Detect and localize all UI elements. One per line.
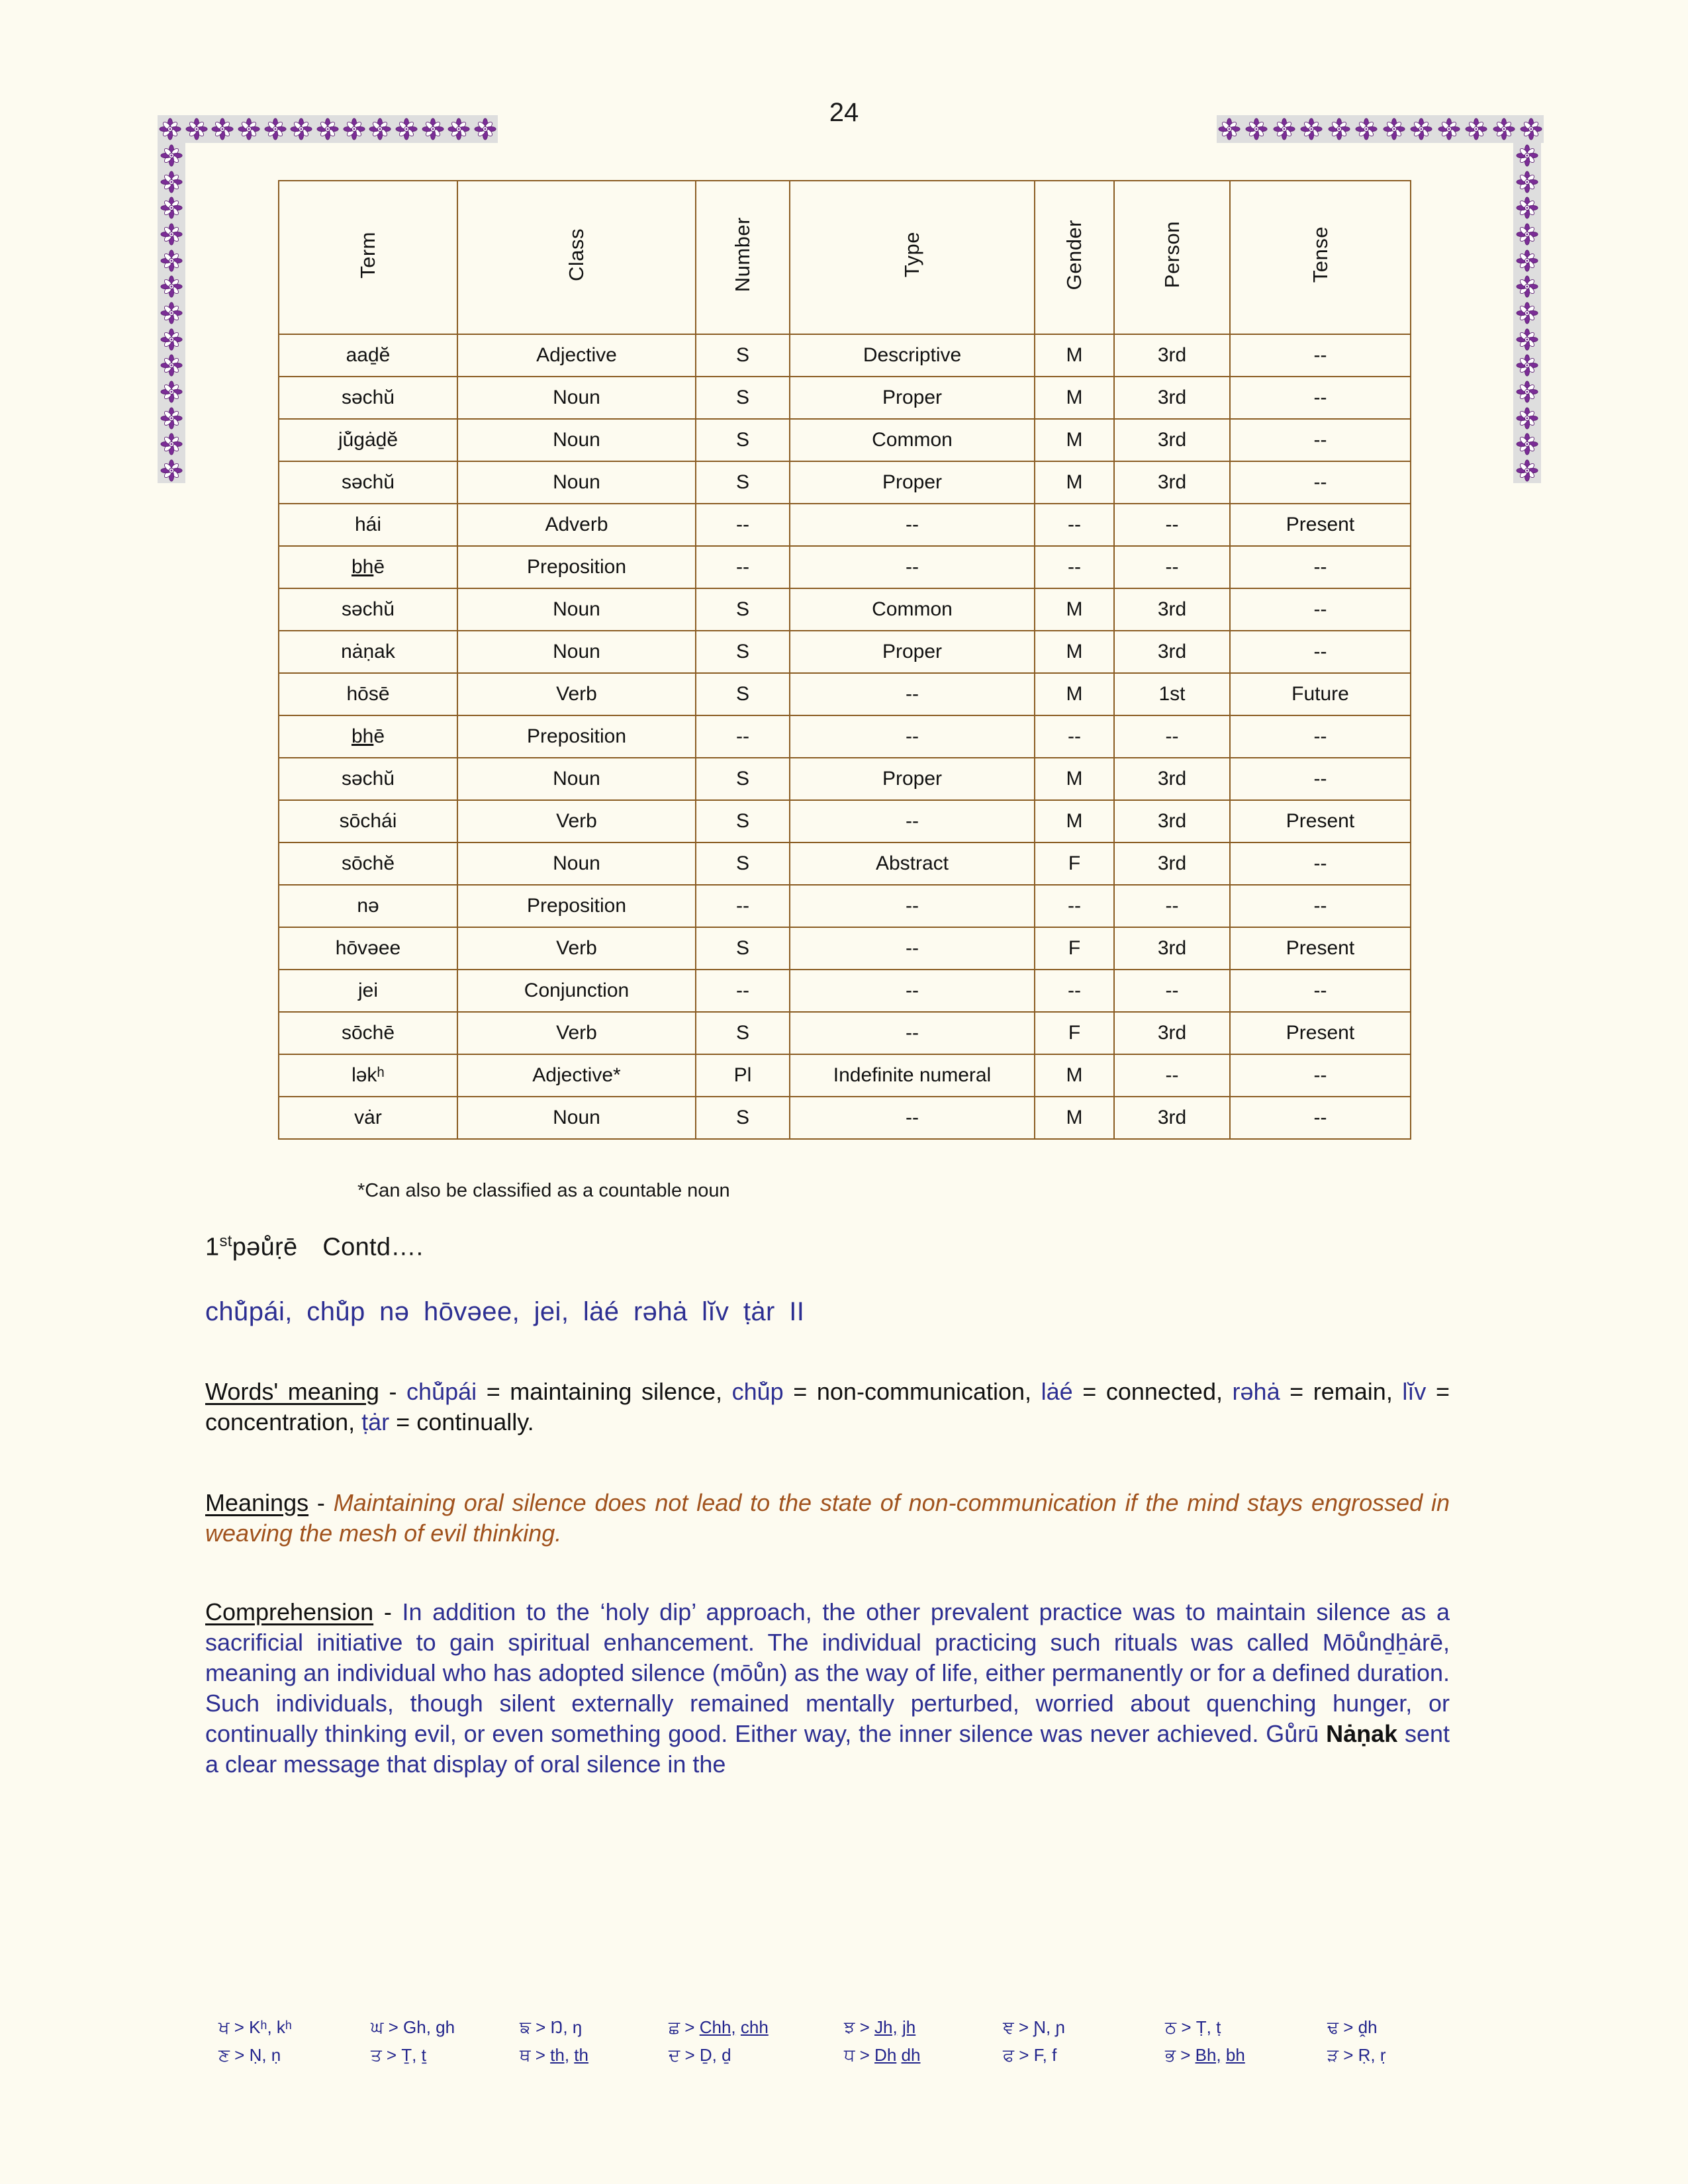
table-row [279, 1097, 1411, 1139]
gurmukhi-letter: ਙ [520, 2017, 531, 2037]
cell-person: 3rd [1114, 334, 1230, 377]
gurmukhi-key-entry: ਙ > Ŋ, ŋ [520, 2017, 583, 2037]
gurmukhi-letter: ਛ [669, 2017, 680, 2037]
cell-class: Adjective* [457, 1054, 696, 1097]
pauri-heading [205, 1232, 423, 1262]
flower-ornament-icon [1516, 381, 1538, 403]
gurmukhi-letter: ਞ [1003, 2017, 1014, 2037]
cell-type: Common [790, 419, 1035, 461]
table-row [279, 377, 1411, 419]
flower-ornament-icon [160, 381, 183, 403]
pauri-ordinal: 1 [205, 1233, 220, 1261]
flower-ornament-icon [160, 144, 183, 167]
cell-tense: Present [1230, 504, 1411, 546]
cell-type: -- [790, 546, 1035, 588]
cell-tense: -- [1230, 588, 1411, 631]
gurmukhi-letter: ਧ [844, 2045, 855, 2065]
arrow-icon: > [1343, 2045, 1354, 2065]
cell-number: S [696, 334, 790, 377]
cell-gender: M [1035, 377, 1114, 419]
meanings-text: Maintaining oral silence does not lead to the state of non-communication if the mind stays engrossed in weaving the mesh of evil thinking. [205, 1489, 1450, 1547]
cell-person: -- [1114, 970, 1230, 1012]
gurmukhi-key-entry: ਦ > Ḏ, ḏ [669, 2045, 731, 2065]
cell-class: Verb [457, 800, 696, 842]
word-term: lȧé [1041, 1378, 1073, 1405]
cell-gender: -- [1035, 885, 1114, 927]
words-meaning-dash: - [379, 1378, 407, 1405]
cell-tense: -- [1230, 461, 1411, 504]
cell-person: 3rd [1114, 758, 1230, 800]
gurmukhi-key-entry: ਝ > Jh, jh [844, 2017, 916, 2037]
cell-type: -- [790, 885, 1035, 927]
word-term: chŭ̊pái [406, 1378, 477, 1405]
cell-term: vȧr [279, 1097, 457, 1139]
flower-ornament-icon [1516, 328, 1538, 351]
cell-type: Proper [790, 631, 1035, 673]
word-term: chŭ̊p [731, 1378, 784, 1405]
gurmukhi-letter: ਦ [669, 2045, 680, 2065]
flower-ornament-icon [160, 275, 183, 298]
flower-ornament-icon [1516, 354, 1538, 377]
flower-ornament-icon [160, 407, 183, 430]
cell-person: -- [1114, 1054, 1230, 1097]
meanings-dash: - [308, 1489, 334, 1516]
gurmukhi-key [218, 2017, 1476, 2073]
cell-class: Preposition [457, 546, 696, 588]
page-number: 24 [829, 98, 859, 127]
column-header-person: Person [1114, 181, 1230, 334]
comprehension-part2: , meaning an individual who has adopted silence (mōů̇n) as the way of life, either permanently or for a defined duration. Such individuals, though silent externally remained mentally perturbed, worried about quenching hunger, or continually thinking evil, or even something good. Either way, the inner silence was never achieved. Gů̇rū [205, 1629, 1450, 1748]
cell-term: jŭ̊gȧḏĕ [279, 419, 457, 461]
column-header-type: Type [790, 181, 1035, 334]
cell-gender: M [1035, 588, 1114, 631]
cell-number: S [696, 842, 790, 885]
cell-tense: -- [1230, 885, 1411, 927]
flower-ornament-icon [1516, 459, 1538, 482]
cell-tense: -- [1230, 631, 1411, 673]
gurmukhi-key-entry: ਢ > ḓh [1327, 2017, 1378, 2037]
cell-person: -- [1114, 504, 1230, 546]
words-meaning-block [205, 1377, 1450, 1437]
gurmukhi-key-entry: ਞ > Ɲ, ɲ [1003, 2017, 1065, 2037]
cell-class: Adverb [457, 504, 696, 546]
arrow-icon: > [1018, 2017, 1029, 2037]
cell-term: hōvǝee [279, 927, 457, 970]
flower-ornament-icon [1516, 223, 1538, 246]
flower-ornament-icon [1516, 171, 1538, 193]
cell-type: -- [790, 970, 1035, 1012]
gurmukhi-letter: ਤ [371, 2045, 382, 2065]
cell-type: -- [790, 504, 1035, 546]
cell-term: sōchái [279, 800, 457, 842]
cell-gender: M [1035, 800, 1114, 842]
cell-person: 3rd [1114, 631, 1230, 673]
gurmukhi-letter: ਫ [1003, 2045, 1014, 2065]
cell-gender: -- [1035, 970, 1114, 1012]
cell-person: -- [1114, 546, 1230, 588]
cell-gender: M [1035, 758, 1114, 800]
gurmukhi-key-entry: ੜ > Ṛ, ṛ [1327, 2045, 1386, 2065]
column-header-tense: Tense [1230, 181, 1411, 334]
cell-tense: -- [1230, 1054, 1411, 1097]
cell-type: Descriptive [790, 334, 1035, 377]
gurmukhi-key-entry: ਘ > Gh, gh [371, 2017, 455, 2037]
cell-type: Common [790, 588, 1035, 631]
comprehension-label: Comprehension [205, 1598, 374, 1625]
table-row [279, 334, 1411, 377]
word-term: rǝhȧ [1232, 1378, 1280, 1405]
column-header-term: Term [279, 181, 457, 334]
cell-number: S [696, 377, 790, 419]
flower-ornament-icon [160, 223, 183, 246]
words-meaning-label: Words' meaning [205, 1378, 379, 1405]
column-header-gender: Gender [1035, 181, 1114, 334]
arrow-icon: > [684, 2017, 695, 2037]
column-header-class: Class [457, 181, 696, 334]
arrow-icon: > [388, 2017, 399, 2037]
gurmukhi-letter: ਭ [1165, 2045, 1176, 2065]
cell-class: Preposition [457, 885, 696, 927]
flower-ornament-icon [1516, 250, 1538, 272]
cell-tense: -- [1230, 419, 1411, 461]
cell-term: aaḏĕ [279, 334, 457, 377]
cell-person: -- [1114, 715, 1230, 758]
table-row [279, 1054, 1411, 1097]
gurmukhi-key-entry: ਠ > Ṭ, ṭ [1165, 2017, 1221, 2037]
word-gloss: = non-communication, [783, 1378, 1041, 1405]
cell-class: Verb [457, 673, 696, 715]
table-row [279, 588, 1411, 631]
word-gloss: = maintaining silence, [477, 1378, 732, 1405]
flower-ornament-icon [1516, 275, 1538, 298]
cell-person: 3rd [1114, 842, 1230, 885]
cell-term: nǝ [279, 885, 457, 927]
cell-term: sǝchŭ [279, 461, 457, 504]
table-row [279, 842, 1411, 885]
gurmukhi-key-row-1 [218, 2017, 1476, 2038]
cell-gender: M [1035, 1054, 1114, 1097]
table-row [279, 715, 1411, 758]
gurmukhi-key-entry: ਖ > Kʰ, kʰ [218, 2017, 292, 2037]
cell-number: S [696, 588, 790, 631]
grammar-table-container [278, 180, 1410, 1140]
table-row [279, 546, 1411, 588]
word-term: ṭȧr [361, 1408, 390, 1436]
comprehension-part3: sent a clear message that display of oral silence in the [205, 1720, 1450, 1778]
cell-gender: F [1035, 927, 1114, 970]
arrow-icon: > [684, 2045, 695, 2065]
cell-class: Noun [457, 461, 696, 504]
cell-type: -- [790, 1012, 1035, 1054]
cell-class: Noun [457, 588, 696, 631]
arrow-icon: > [1343, 2017, 1354, 2037]
cell-term: sǝchŭ [279, 588, 457, 631]
cell-tense: -- [1230, 842, 1411, 885]
cell-tense: Present [1230, 800, 1411, 842]
arrow-icon: > [536, 2017, 546, 2037]
gurmukhi-key-entry: ਤ > Ṯ, ṯ [371, 2045, 426, 2065]
cell-term: sōchĕ [279, 842, 457, 885]
table-row [279, 758, 1411, 800]
gurmukhi-letter: ਣ [218, 2045, 230, 2065]
comprehension-part1: In addition to the ‘holy dip’ approach, the other prevalent practice was to maintain silence as a sacrificial initiative to gain spiritual enhancement. The individual practicing such rituals was called [205, 1598, 1450, 1657]
flower-ornament-icon [160, 171, 183, 193]
gurmukhi-key-row-2 [218, 2045, 1476, 2066]
cell-person: 3rd [1114, 1097, 1230, 1139]
word-gloss: = concentration, [205, 1378, 1450, 1436]
arrow-icon: > [1180, 2045, 1191, 2065]
cell-number: S [696, 800, 790, 842]
gurmukhi-letter: ਢ [1327, 2017, 1338, 2037]
cell-type: Abstract [790, 842, 1035, 885]
cell-gender: M [1035, 673, 1114, 715]
word-gloss: = continually. [389, 1408, 534, 1436]
table-row [279, 631, 1411, 673]
cell-term: sǝchŭ [279, 377, 457, 419]
cell-gender: F [1035, 842, 1114, 885]
cell-person: 3rd [1114, 588, 1230, 631]
cell-person: 3rd [1114, 419, 1230, 461]
table-row [279, 419, 1411, 461]
table-header-row [279, 181, 1411, 334]
cell-person: -- [1114, 885, 1230, 927]
cell-person: 1st [1114, 673, 1230, 715]
cell-number: S [696, 461, 790, 504]
cell-class: Noun [457, 377, 696, 419]
cell-tense: -- [1230, 1097, 1411, 1139]
cell-class: Noun [457, 631, 696, 673]
gurmukhi-key-entry: ਭ > Bh, bh [1165, 2045, 1245, 2065]
cell-class: Conjunction [457, 970, 696, 1012]
table-row [279, 927, 1411, 970]
cell-term: jei [279, 970, 457, 1012]
cell-person: 3rd [1114, 461, 1230, 504]
cell-gender: M [1035, 631, 1114, 673]
gurmukhi-letter: ਘ [371, 2017, 384, 2037]
cell-class: Noun [457, 842, 696, 885]
gurmukhi-letter: ਖ [218, 2017, 230, 2037]
cell-gender: -- [1035, 504, 1114, 546]
cell-term: lǝkʰ [279, 1054, 457, 1097]
gurmukhi-key-entry: ਛ > Chh, chh [669, 2017, 769, 2037]
cell-class: Noun [457, 758, 696, 800]
cell-type: Indefinite numeral [790, 1054, 1035, 1097]
cell-term: sǝchŭ [279, 758, 457, 800]
flower-ornament-icon [1516, 144, 1538, 167]
cell-person: 3rd [1114, 377, 1230, 419]
cell-tense: -- [1230, 758, 1411, 800]
table-row [279, 970, 1411, 1012]
cell-number: -- [696, 970, 790, 1012]
flower-ornament-icon [160, 250, 183, 272]
arrow-icon: > [859, 2045, 870, 2065]
flower-ornament-icon [160, 328, 183, 351]
cell-gender: M [1035, 419, 1114, 461]
arrow-icon: > [535, 2045, 545, 2065]
ornament-border-left [158, 143, 185, 483]
arrow-icon: > [1181, 2017, 1192, 2037]
arrow-icon: > [234, 2045, 245, 2065]
cell-person: 3rd [1114, 1012, 1230, 1054]
cell-tense: -- [1230, 970, 1411, 1012]
table-row [279, 1012, 1411, 1054]
cell-class: Verb [457, 1012, 696, 1054]
cell-type: Proper [790, 461, 1035, 504]
arrow-icon: > [234, 2017, 244, 2037]
cell-class: Adjective [457, 334, 696, 377]
word-gloss: = remain, [1280, 1378, 1403, 1405]
cell-number: S [696, 927, 790, 970]
pauri-word: pǝů̇ṛē [232, 1233, 298, 1261]
cell-number: Pl [696, 1054, 790, 1097]
cell-type: -- [790, 927, 1035, 970]
cell-number: S [696, 419, 790, 461]
flower-ornament-icon [1516, 433, 1538, 455]
arrow-icon: > [386, 2045, 397, 2065]
cell-person: 3rd [1114, 927, 1230, 970]
cell-tense: -- [1230, 546, 1411, 588]
verse-line: chŭ̊pái, chŭ̊p nǝ hōvǝee, jei, lȧé rǝhȧ lĭv ṭȧr II [205, 1297, 805, 1326]
comprehension-dash: - [373, 1598, 402, 1625]
arrow-icon: > [859, 2017, 870, 2037]
cell-term: bhē [279, 546, 457, 588]
flower-ornament-icon [1516, 407, 1538, 430]
table-row [279, 673, 1411, 715]
pauri-ordinal-suffix: st [219, 1232, 232, 1250]
cell-type: Proper [790, 758, 1035, 800]
cell-tense: -- [1230, 334, 1411, 377]
cell-gender: F [1035, 1012, 1114, 1054]
meanings-block [205, 1488, 1450, 1549]
table-row [279, 504, 1411, 546]
arrow-icon: > [1019, 2045, 1029, 2065]
comprehension-block [205, 1597, 1450, 1780]
cell-tense: Present [1230, 1012, 1411, 1054]
column-header-number: Number [696, 181, 790, 334]
cell-number: S [696, 673, 790, 715]
cell-tense: Future [1230, 673, 1411, 715]
gurmukhi-key-entry: ਫ > F, f [1003, 2045, 1057, 2065]
gurmukhi-letter: ਠ [1165, 2017, 1177, 2037]
contd-label: Contd…. [322, 1233, 424, 1261]
cell-number: -- [696, 546, 790, 588]
flower-ornament-icon [160, 354, 183, 377]
cell-number: S [696, 1097, 790, 1139]
cell-person: 3rd [1114, 800, 1230, 842]
cell-class: Noun [457, 1097, 696, 1139]
cell-type: -- [790, 1097, 1035, 1139]
cell-class: Preposition [457, 715, 696, 758]
cell-type: Proper [790, 377, 1035, 419]
cell-term: hōsē [279, 673, 457, 715]
comprehension-term-mounḏẖare: Mōů̇nḏẖȧrē [1322, 1629, 1443, 1657]
gurmukhi-letter: ਥ [520, 2045, 531, 2065]
cell-gender: M [1035, 461, 1114, 504]
cell-term: sōchē [279, 1012, 457, 1054]
cell-number: S [696, 631, 790, 673]
cell-gender: -- [1035, 715, 1114, 758]
cell-term: nȧṇak [279, 631, 457, 673]
meanings-label: Meanings [205, 1489, 309, 1516]
cell-number: -- [696, 504, 790, 546]
gurmukhi-key-entry: ਧ > Dh dh [844, 2045, 921, 2065]
word-gloss: = connected, [1072, 1378, 1233, 1405]
cell-number: S [696, 758, 790, 800]
cell-class: Verb [457, 927, 696, 970]
flower-ornament-icon [160, 197, 183, 219]
flower-ornament-icon [160, 433, 183, 455]
grammar-table [278, 180, 1411, 1140]
cell-term: hái [279, 504, 457, 546]
gurmukhi-key-entry: ਥ > th, th [520, 2045, 588, 2065]
flower-ornament-icon [1516, 302, 1538, 324]
flower-ornament-icon [160, 459, 183, 482]
table-footnote: *Can also be classified as a countable noun [357, 1180, 730, 1201]
cell-term: bhē [279, 715, 457, 758]
ornament-border-right [1513, 143, 1541, 483]
word-term: lĭv [1402, 1378, 1427, 1405]
gurmukhi-key-entry: ਣ > Ṇ, ṇ [218, 2045, 281, 2065]
table-row [279, 800, 1411, 842]
cell-tense: -- [1230, 715, 1411, 758]
table-row [279, 461, 1411, 504]
cell-type: -- [790, 800, 1035, 842]
cell-number: S [696, 1012, 790, 1054]
cell-gender: M [1035, 1097, 1114, 1139]
cell-gender: M [1035, 334, 1114, 377]
cell-number: -- [696, 885, 790, 927]
cell-tense: -- [1230, 377, 1411, 419]
cell-tense: Present [1230, 927, 1411, 970]
gurmukhi-letter: ੜ [1327, 2045, 1338, 2065]
cell-type: -- [790, 715, 1035, 758]
cell-class: Noun [457, 419, 696, 461]
cell-type: -- [790, 673, 1035, 715]
flower-ornament-icon [160, 302, 183, 324]
cell-gender: -- [1035, 546, 1114, 588]
comprehension-term-nanak: Nȧṇak [1326, 1720, 1398, 1748]
gurmukhi-letter: ਝ [844, 2017, 855, 2037]
cell-number: -- [696, 715, 790, 758]
table-row [279, 885, 1411, 927]
flower-ornament-icon [1516, 197, 1538, 219]
